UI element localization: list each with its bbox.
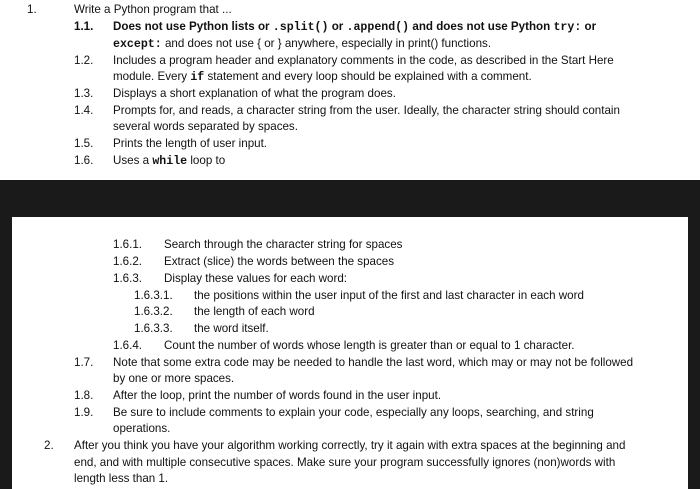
item-number: 1.3. xyxy=(74,87,94,100)
item-text: Prints the length of user input. xyxy=(113,137,268,150)
item-number: 1.6. xyxy=(74,154,94,167)
item-text: Includes a program header and explanatory comments in the code, as described in the Start Here xyxy=(113,54,614,67)
item-text: end, and with multiple consecutive spaces. Make sure your program successfully ignores (non)words with xyxy=(74,456,616,469)
item-text: Search through the character string for spaces xyxy=(164,238,403,251)
item-number: 1.1. xyxy=(74,20,94,33)
item-number: 1.6.2. xyxy=(113,255,143,268)
separator-band xyxy=(0,180,700,217)
item-text: Note that some extra code may be needed to handle the last word, which may or may not be followed xyxy=(113,356,634,369)
item-text: Be sure to include comments to explain your code, especially any loops, searching, and string xyxy=(113,406,594,419)
item-number: 1.6.3.3. xyxy=(134,322,173,335)
item-text: After the loop, print the number of words found in the user input. xyxy=(113,389,442,402)
item-text: Does not use Python lists or .split() or .append() and does not use Python try: or xyxy=(113,20,597,34)
item-text: Count the number of words whose length is greater than or equal to 1 character. xyxy=(164,339,575,352)
item-text: Displays a short explanation of what the program does. xyxy=(113,87,396,100)
item-number: 1.8. xyxy=(74,389,94,402)
item-number: 1.6.4. xyxy=(113,339,143,352)
item-text: Uses a while loop to xyxy=(113,154,226,168)
item-number: 1.6.3. xyxy=(113,272,143,285)
item-number: 1.2. xyxy=(74,54,94,67)
code-text: while xyxy=(152,155,188,168)
code-text: try: xyxy=(553,21,582,34)
code-text: .split() xyxy=(272,21,329,34)
right-edge xyxy=(688,217,700,489)
item-text: the word itself. xyxy=(194,322,269,335)
item-number: 1.7. xyxy=(74,356,94,369)
item-text: Display these values for each word: xyxy=(164,272,348,285)
item-text: operations. xyxy=(113,422,171,435)
item-text: length less than 1. xyxy=(74,472,169,485)
item-text: Prompts for, and reads, a character string from the user. Ideally, the character string should contain xyxy=(113,104,620,117)
item-number: 1.5. xyxy=(74,137,94,150)
code-text: except: xyxy=(113,38,162,51)
item-text: Write a Python program that ... xyxy=(74,3,232,16)
item-text: the positions within the user input of the first and last character in each word xyxy=(194,289,584,302)
item-number: 1.9. xyxy=(74,406,94,419)
item-number: 1.6.3.1. xyxy=(134,289,173,302)
item-number: 1.4. xyxy=(74,104,94,117)
item-text: module. Every if statement and every loop should be explained with a comment. xyxy=(113,70,532,84)
item-text: by one or more spaces. xyxy=(113,372,235,385)
code-text: .append() xyxy=(346,21,410,34)
item-text: After you think you have your algorithm working correctly, try it again with extra spaces at the beginning and xyxy=(74,439,626,452)
item-number: 1. xyxy=(27,3,37,16)
item-text: several words separated by spaces. xyxy=(113,120,298,133)
item-text: Extract (slice) the words between the spaces xyxy=(164,255,395,268)
item-number: 2. xyxy=(44,439,54,452)
item-text: the length of each word xyxy=(194,305,315,318)
item-number: 1.6.3.2. xyxy=(134,305,173,318)
code-text: if xyxy=(190,71,205,84)
item-number: 1.6.1. xyxy=(113,238,143,251)
item-text: except: and does not use { or } anywhere, especially in print() functions. xyxy=(113,37,492,51)
left-edge xyxy=(0,217,12,489)
